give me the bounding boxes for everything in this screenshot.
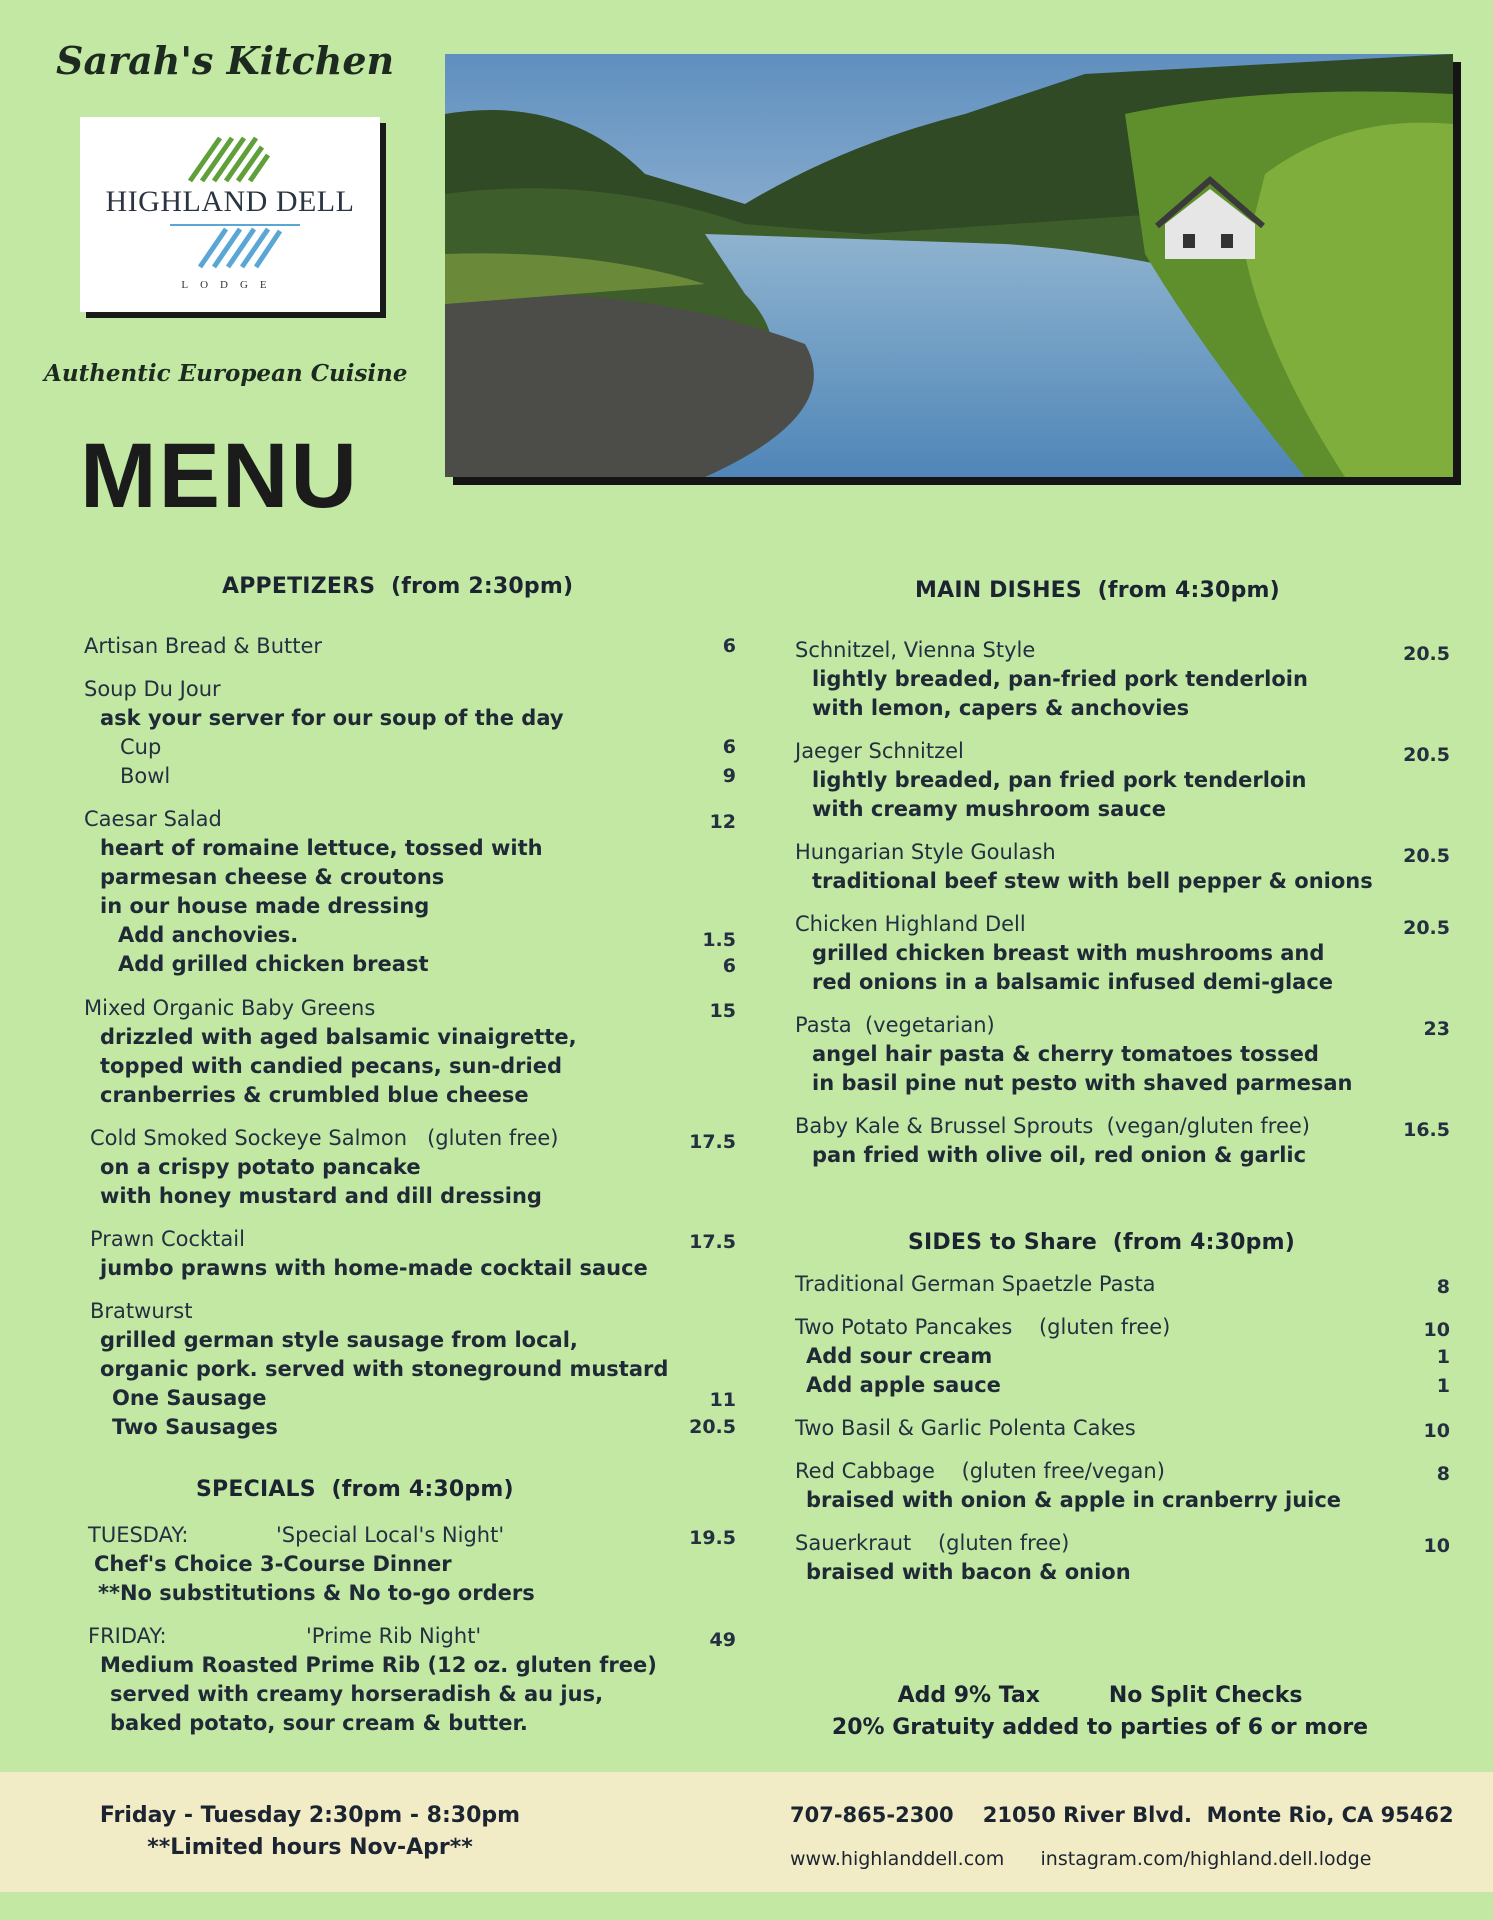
logo	[80, 117, 380, 312]
caesar-add-anchovies-price: 1.5	[702, 929, 736, 951]
greens-name: Mixed Organic Baby Greens	[84, 996, 376, 1020]
pancakes-add-sour-cream: Add sour cream	[806, 1344, 993, 1368]
tagline: Authentic European Cuisine	[44, 360, 408, 387]
caesar-add-chicken: Add grilled chicken breast	[118, 952, 429, 976]
caesar-desc-3: in our house made dressing	[100, 894, 430, 918]
mains-heading: MAIN DISHES (from 4:30pm)	[915, 578, 1280, 603]
tax-note-line-2: 20% Gratuity added to parties of 6 or more	[831, 1715, 1369, 1740]
brat-one-price: 11	[709, 1389, 736, 1411]
caesar-desc-1: heart of romaine lettuce, tossed with	[100, 836, 543, 860]
appetizers-heading: APPETIZERS (from 2:30pm)	[222, 574, 574, 599]
pancakes-price: 10	[1423, 1319, 1450, 1341]
brat-one: One Sausage	[112, 1386, 267, 1410]
kale-name: Baby Kale & Brussel Sprouts (vegan/gluten free)	[795, 1114, 1310, 1138]
friday-desc-1: Medium Roasted Prime Rib (12 oz. gluten free)	[100, 1653, 657, 1677]
hours	[80, 1800, 540, 1864]
polenta-price: 10	[1423, 1420, 1450, 1442]
salmon-name: Cold Smoked Sockeye Salmon (gluten free)	[90, 1126, 559, 1150]
logo-blue-stripes-icon	[170, 221, 300, 269]
pancakes-add-sour-cream-price: 1	[1436, 1346, 1450, 1368]
friday-name: 'Prime Rib Night'	[306, 1624, 482, 1648]
brat-two-price: 20.5	[689, 1416, 736, 1438]
logo-stripes-icon	[180, 133, 290, 183]
brand-title: Sarah's Kitchen	[56, 38, 395, 83]
artisan-price: 6	[722, 635, 736, 657]
sauerkraut-price: 10	[1423, 1535, 1450, 1557]
brat-name: Bratwurst	[90, 1299, 193, 1323]
jaeger-name: Jaeger Schnitzel	[795, 739, 964, 763]
friday-desc-3: baked potato, sour cream & butter.	[110, 1711, 528, 1735]
chicken-price: 20.5	[1403, 917, 1450, 939]
brat-desc-2: organic pork. served with stoneground mustard	[100, 1357, 669, 1381]
soup-bowl: Bowl	[120, 764, 171, 788]
polenta-name: Two Basil & Garlic Polenta Cakes	[795, 1416, 1136, 1440]
chicken-name: Chicken Highland Dell	[795, 912, 1026, 936]
web-links: www.highlanddell.com instagram.com/highland.dell.lodge	[790, 1848, 1372, 1870]
logo-sub: LODGE	[181, 279, 279, 291]
jaeger-desc-2: with creamy mushroom sauce	[812, 797, 1166, 821]
pancakes-add-apple-sauce: Add apple sauce	[806, 1373, 1001, 1397]
pasta-desc-1: angel hair pasta & cherry tomatoes tossed	[812, 1042, 1319, 1066]
goulash-name: Hungarian Style Goulash	[795, 840, 1056, 864]
spaetzle-name: Traditional German Spaetzle Pasta	[795, 1272, 1156, 1296]
jaeger-desc-1: lightly breaded, pan fried pork tenderloin	[812, 768, 1307, 792]
schnitzel-price: 20.5	[1403, 643, 1450, 665]
pasta-price: 23	[1423, 1018, 1450, 1040]
sides-heading: SIDES to Share (from 4:30pm)	[908, 1230, 1295, 1255]
specials-heading: SPECIALS (from 4:30pm)	[196, 1477, 514, 1502]
hours-line-2: **Limited hours Nov-Apr**	[147, 1835, 473, 1860]
caesar-add-chicken-price: 6	[722, 955, 736, 977]
sauerkraut-name: Sauerkraut (gluten free)	[795, 1531, 1070, 1555]
menu-title: MENU	[80, 425, 359, 527]
river-landscape-image	[445, 54, 1453, 477]
kale-desc-1: pan fried with olive oil, red onion & garlic	[812, 1143, 1307, 1167]
cabbage-desc-1: braised with onion & apple in cranberry juice	[806, 1488, 1342, 1512]
pasta-desc-2: in basil pine nut pesto with shaved parmesan	[812, 1071, 1353, 1095]
sauerkraut-desc-1: braised with bacon & onion	[806, 1560, 1131, 1584]
caesar-add-anchovies: Add anchovies.	[118, 923, 299, 947]
greens-desc-1: drizzled with aged balsamic vinaigrette,	[100, 1025, 577, 1049]
tuesday-desc-1: Chef's Choice 3-Course Dinner	[94, 1552, 452, 1576]
cabbage-price: 8	[1436, 1463, 1450, 1485]
schnitzel-name: Schnitzel, Vienna Style	[795, 638, 1036, 662]
greens-price: 15	[709, 1000, 736, 1022]
jaeger-price: 20.5	[1403, 744, 1450, 766]
friday-price: 49	[709, 1629, 736, 1651]
prawn-desc-1: jumbo prawns with home-made cocktail sauce	[100, 1256, 648, 1280]
hours-line-1: Friday - Tuesday 2:30pm - 8:30pm	[99, 1803, 521, 1828]
greens-desc-3: cranberries & crumbled blue cheese	[100, 1083, 529, 1107]
kale-price: 16.5	[1403, 1119, 1450, 1141]
tuesday-day: TUESDAY:	[88, 1523, 189, 1547]
brat-two: Two Sausages	[112, 1415, 278, 1439]
artisan-name: Artisan Bread & Butter	[84, 634, 323, 658]
tuesday-desc-2: **No substitutions & No to-go orders	[98, 1581, 535, 1605]
friday-day: FRIDAY:	[88, 1624, 167, 1648]
soup-cup: Cup	[120, 735, 162, 759]
salmon-desc-2: with honey mustard and dill dressing	[100, 1184, 542, 1208]
spaetzle-price: 8	[1436, 1276, 1450, 1298]
tuesday-price: 19.5	[689, 1527, 736, 1549]
chicken-desc-2: red onions in a balsamic infused demi-glace	[812, 970, 1334, 994]
salmon-desc-1: on a crispy potato pancake	[100, 1155, 421, 1179]
salmon-price: 17.5	[689, 1131, 736, 1153]
caesar-desc-2: parmesan cheese & croutons	[100, 865, 445, 889]
river-photo	[445, 54, 1453, 477]
caesar-name: Caesar Salad	[84, 807, 222, 831]
soup-name: Soup Du Jour	[84, 677, 221, 701]
caesar-price: 12	[709, 811, 736, 833]
prawn-price: 17.5	[689, 1231, 736, 1253]
schnitzel-desc-1: lightly breaded, pan-fried pork tenderloin	[812, 667, 1308, 691]
soup-cup-price: 6	[722, 736, 736, 758]
goulash-desc-1: traditional beef stew with bell pepper & onions	[812, 869, 1373, 893]
soup-desc: ask your server for our soup of the day	[100, 706, 564, 730]
pancakes-name: Two Potato Pancakes (gluten free)	[795, 1315, 1171, 1339]
tuesday-name: 'Special Local's Night'	[276, 1523, 505, 1547]
schnitzel-desc-2: with lemon, capers & anchovies	[812, 696, 1190, 720]
chicken-desc-1: grilled chicken breast with mushrooms and	[812, 941, 1325, 965]
logo-name: HIGHLAND DELL	[105, 185, 355, 218]
cabbage-name: Red Cabbage (gluten free/vegan)	[795, 1459, 1165, 1483]
prawn-name: Prawn Cocktail	[90, 1227, 245, 1251]
greens-desc-2: topped with candied pecans, sun-dried	[100, 1054, 563, 1078]
friday-desc-2: served with creamy horseradish & au jus,	[110, 1682, 604, 1706]
brat-desc-1: grilled german style sausage from local,	[100, 1328, 578, 1352]
soup-bowl-price: 9	[722, 765, 736, 787]
goulash-price: 20.5	[1403, 845, 1450, 867]
tax-note-line-1: Add 9% Tax No Split Checks	[897, 1683, 1303, 1708]
pasta-name: Pasta (vegetarian)	[795, 1013, 995, 1037]
pancakes-add-apple-sauce-price: 1	[1436, 1375, 1450, 1397]
tax-notes	[800, 1680, 1400, 1744]
phone-address: 707-865-2300 21050 River Blvd. Monte Rio, CA 95462	[790, 1803, 1454, 1827]
